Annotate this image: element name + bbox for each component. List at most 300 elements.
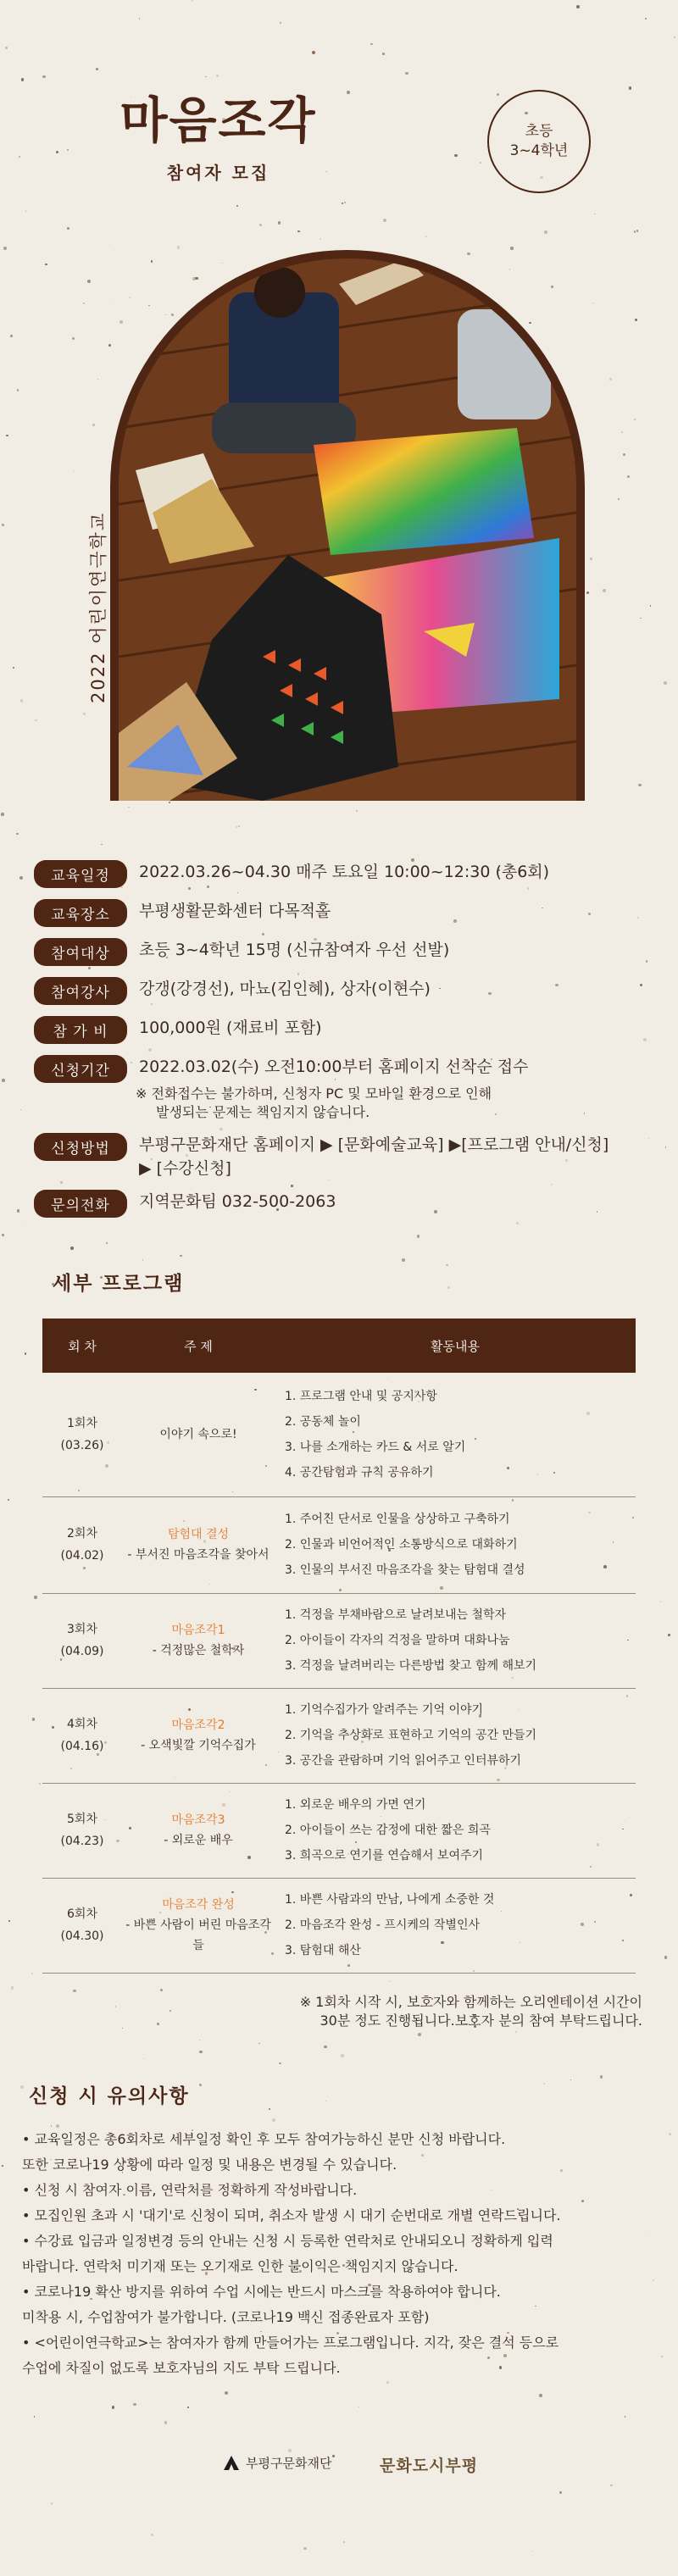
paper-speck (597, 1211, 598, 1213)
info-row-contact (34, 1190, 336, 1218)
activity-item: 3. 탐험대 해산 (285, 1944, 361, 1957)
paper-speck (11, 1986, 14, 1989)
caution-line: 미착용 시, 수업참여가 불가합니다. (코로나19 백신 접종완료자 포함) (22, 2309, 430, 2325)
paper-speck (10, 335, 13, 337)
apply-method-line-2: ▶ [수강신청] (139, 1159, 231, 1178)
table-row (42, 1593, 636, 1688)
paper-speck (669, 2133, 671, 2135)
table-header-row (42, 1319, 636, 1373)
activity-item: 2. 마음조각 완성 - 프시케의 작별인사 (285, 1918, 480, 1932)
paper-speck (434, 1210, 437, 1213)
paper-speck (447, 1286, 450, 1289)
caution-line: • 수강료 입금과 일정변경 등의 안내는 신청 시 등록한 연락처로 안내되오니 정확하게 입력 (22, 2233, 553, 2249)
paper-speck (164, 2421, 167, 2423)
activity-item: 2. 아이들이 쓰는 감정에 대한 짧은 희곡 (285, 1824, 491, 1837)
session-number: 6회차 (67, 1907, 97, 1921)
paper-speck (151, 260, 153, 263)
paper-speck (370, 43, 372, 45)
paper-speck (3, 247, 7, 250)
info-value: 초등 3~4학년 15명 (신규참여자 우선 선발) (139, 941, 450, 959)
info-label: 참 가 비 (34, 1016, 127, 1044)
topic-sub: - 바쁜 사람이 버린 마음조각들 (125, 1918, 271, 1952)
topic-cell (122, 1878, 275, 1973)
activity-item: 4. 공간탐험과 규칙 공유하기 (285, 1465, 434, 1480)
paper-speck (74, 470, 75, 471)
paper-speck (586, 591, 589, 594)
topic-sub: - 부서진 마음조각을 찾아서 (127, 1548, 270, 1562)
paper-speck (439, 988, 441, 990)
activity-cell (275, 1783, 636, 1878)
paper-speck (199, 2051, 202, 2053)
paper-speck (42, 75, 46, 79)
paper-speck (17, 1209, 19, 1212)
paper-speck (67, 227, 69, 230)
paper-speck (344, 202, 346, 203)
paper-speck (618, 498, 620, 500)
paper-speck (72, 337, 75, 340)
info-value: 100,000원 (재료비 포함) (139, 1019, 322, 1037)
info-row-apply-method (34, 1133, 609, 1180)
brand-logo: 문화도시부평 (380, 2457, 479, 2475)
session-number: 3회차 (67, 1623, 97, 1636)
info-label: 교육장소 (34, 899, 127, 927)
paper-speck (1, 813, 4, 816)
topic-sub: - 오색빛깔 기억수집가 (141, 1739, 256, 1752)
paper-speck (467, 253, 470, 255)
paper-speck (88, 967, 91, 969)
paper-speck (509, 269, 511, 270)
paper-speck (169, 802, 170, 803)
paper-speck (636, 230, 639, 232)
paper-speck (640, 618, 642, 619)
info-label: 참여대상 (34, 938, 127, 966)
paper-speck (390, 1981, 391, 1982)
paper-speck (576, 5, 580, 8)
paper-speck (497, 93, 499, 96)
activity-cell (275, 1878, 636, 1973)
paper-speck (73, 1990, 75, 1992)
paper-speck (454, 154, 457, 157)
org-logo-icon (222, 2453, 241, 2472)
info-value: 부평생활문화센터 다목적홀 (139, 902, 331, 920)
paper-speck (343, 2541, 345, 2543)
paper-speck (279, 2062, 281, 2065)
session-cell (42, 1688, 122, 1783)
paper-speck (382, 53, 385, 55)
paper-speck (148, 1048, 152, 1052)
activity-item: 3. 공간을 관람하며 기억 읽어주고 인터뷰하기 (285, 1754, 522, 1768)
paper-speck (177, 246, 180, 248)
paper-speck (674, 36, 675, 38)
paper-speck (646, 960, 647, 962)
header-session: 회 차 (42, 1319, 122, 1373)
header-activities: 활동내용 (275, 1319, 636, 1373)
caution-line: 바랍니다. 연락처 미기재 또는 오기재로 인한 불이익은 책임지지 않습니다. (22, 2258, 458, 2274)
paper-speck (20, 2085, 24, 2089)
paper-speck (220, 1128, 223, 1131)
table-row (42, 1688, 636, 1783)
paper-speck (32, 1718, 36, 1721)
paper-speck (237, 892, 238, 893)
info-label: 신청기간 (34, 1055, 127, 1083)
paper-speck (34, 2416, 36, 2418)
paper-speck (83, 713, 85, 714)
info-value: 지역문화팀 032-500-2063 (139, 1192, 336, 1211)
paper-speck (269, 2108, 270, 2110)
caution-line: • 교육일정은 총6회차로 세부일정 확인 후 모두 참여가능하신 분만 신청 바랍니다. (22, 2131, 506, 2147)
paper-speck (8, 1499, 9, 1501)
paper-speck (664, 1956, 667, 1958)
paper-speck (383, 219, 386, 222)
paper-speck (297, 230, 300, 233)
topic-sub: - 걱정많은 철학자 (152, 1644, 245, 1657)
paper-speck (31, 1973, 33, 1974)
activity-item: 1. 주어진 단서로 인물을 상상하고 구축하기 (285, 1513, 510, 1526)
paper-speck (645, 18, 647, 19)
paper-speck (2, 2165, 3, 2167)
topic-cell (122, 1783, 275, 1878)
paper-speck (45, 264, 47, 265)
paper-speck (6, 435, 8, 436)
paper-speck (109, 244, 110, 245)
paper-speck (668, 1634, 670, 1636)
info-label: 참여강사 (34, 977, 127, 1005)
paper-speck (2, 524, 4, 526)
paper-speck (609, 378, 612, 380)
grade-badge-line-2: 3~4학년 (509, 142, 569, 159)
paper-speck (320, 238, 321, 240)
paper-speck (272, 2118, 275, 2122)
paper-speck (551, 286, 553, 288)
topic-main: 마음조각1 (171, 1624, 225, 1637)
paper-speck (2, 1079, 5, 1082)
activity-item: 2. 기억을 추상화로 표현하고 기억의 공간 만들기 (285, 1729, 537, 1742)
paper-speck (341, 2054, 344, 2057)
paper-speck (516, 1222, 519, 1224)
paper-speck (70, 1246, 74, 1250)
info-row-place (34, 899, 331, 927)
paper-speck (8, 1920, 9, 1921)
paper-speck (216, 75, 219, 77)
paper-speck (236, 826, 237, 828)
program-table (42, 1319, 636, 1974)
info-row-instructors (34, 977, 431, 1005)
paper-speck (417, 1235, 420, 1238)
paper-speck (142, 1259, 143, 1260)
topic-cell (122, 1593, 275, 1688)
paper-speck (324, 2046, 327, 2049)
paper-speck (23, 1220, 24, 1221)
info-row-fee (34, 1016, 322, 1044)
paper-speck (418, 2033, 421, 2036)
paper-speck (635, 319, 637, 321)
paper-speck (510, 247, 514, 250)
program-note-line-2: 30분 정도 진행됩니다.보호자 분의 참여 부탁드립니다. (320, 2012, 642, 2029)
topic-sub: 이야기 속으로! (159, 1427, 237, 1441)
paper-speck (559, 2491, 562, 2494)
paper-speck (555, 984, 559, 987)
paper-speck (143, 2058, 144, 2059)
paper-speck (627, 475, 630, 478)
paper-speck (119, 320, 123, 324)
topic-main: 마음조각2 (171, 1718, 225, 1732)
paper-speck (92, 424, 95, 426)
paper-speck (280, 22, 281, 24)
session-cell (42, 1593, 122, 1688)
paper-speck (258, 2043, 259, 2044)
info-value: 2022.03.02(수) 오전10:00부터 홈페이지 선착순 접수 (139, 1058, 529, 1076)
session-date: (03.26) (60, 1438, 104, 1452)
paper-speck (35, 719, 36, 721)
paper-speck (539, 2394, 542, 2397)
activity-item: 1. 걱정을 부채바람으로 날려보내는 철학자 (285, 1608, 507, 1622)
table-row (42, 1496, 636, 1593)
info-value: 강갱(강경선), 마뇨(김인혜), 상자(이현수) (139, 980, 431, 998)
paper-speck (195, 277, 198, 280)
paper-speck (588, 913, 591, 915)
caution-line: 수업에 차질이 없도록 보호자님의 지도 부탁 드립니다. (22, 2360, 341, 2376)
caution-line: • 신청 시 참여자 이름, 연락처를 정확하게 작성바랍니다. (22, 2182, 358, 2198)
session-cell (42, 1878, 122, 1973)
paper-speck (288, 2449, 292, 2452)
session-date: (04.09) (60, 1645, 104, 1658)
paper-speck (165, 314, 166, 315)
paper-speck (544, 230, 547, 234)
paper-speck (259, 224, 262, 226)
workshop-photo (119, 258, 576, 801)
paper-speck (5, 47, 8, 49)
paper-speck (171, 314, 174, 316)
activity-item: 1. 바쁜 사람과의 만남, 나에게 소중한 것 (285, 1893, 495, 1907)
page-title: 마음조각 (119, 92, 317, 149)
paper-speck (623, 453, 625, 456)
session-cell (42, 1496, 122, 1593)
paper-speck (638, 784, 641, 786)
paper-speck (221, 263, 222, 264)
session-number: 1회차 (67, 1416, 97, 1430)
paper-speck (610, 2484, 613, 2487)
paper-speck (180, 1255, 182, 1257)
paper-speck (151, 2534, 153, 2536)
paper-speck (199, 2084, 202, 2086)
session-cell (42, 1783, 122, 1878)
paper-speck (108, 344, 111, 347)
session-date: (04.16) (60, 1740, 104, 1753)
paper-speck (112, 2406, 114, 2408)
vertical-school-label: 2022 어린이연극학교 (88, 511, 108, 703)
activity-item: 1. 기억수집가가 알려주는 기억 이야기 (285, 1703, 484, 1717)
paper-speck (661, 2356, 663, 2357)
caution-line: 또한 코로나19 상황에 따라 일정 및 내용은 변경될 수 있습니다. (22, 2157, 397, 2173)
paper-speck (262, 933, 264, 935)
paper-speck (205, 76, 207, 78)
paper-speck (650, 605, 652, 607)
paper-speck (291, 1185, 293, 1187)
info-label: 신청방법 (34, 1133, 127, 1161)
activity-item: 2. 아이들이 각자의 걱정을 말하며 대화나눔 (285, 1634, 510, 1647)
paper-speck (488, 992, 491, 995)
paper-speck (19, 156, 20, 158)
activity-cell (275, 1496, 636, 1593)
paper-speck (17, 389, 19, 391)
paper-speck (106, 1242, 108, 1244)
apply-note-line-1: ※ 전화접수는 불가하며, 신청자 PC 및 모바일 환경으로 인해 (136, 1085, 492, 1102)
apply-note (34, 1085, 644, 1122)
paper-speck (634, 419, 636, 420)
activity-item: 3. 나를 소개하는 카드 & 서로 알기 (285, 1440, 466, 1454)
paper-speck (342, 203, 343, 204)
paper-speck (192, 0, 193, 2)
program-note-line-1: ※ 1회차 시작 시, 보호자와 함께하는 오리엔테이션 시간이 (299, 1994, 642, 2010)
paper-speck (621, 431, 623, 433)
grade-badge-line-1: 초등 (525, 123, 553, 141)
topic-cell (122, 1496, 275, 1593)
paper-speck (405, 72, 408, 75)
session-number: 2회차 (67, 1527, 97, 1541)
caution-section-title: 신청 시 유의사항 (29, 2085, 190, 2107)
grade-badge (487, 90, 591, 193)
paper-speck (278, 221, 281, 224)
paper-speck (297, 973, 299, 974)
activity-item: 3. 걱정을 날려버리는 다른방법 찾고 함께 해보기 (285, 1659, 537, 1673)
paper-speck (603, 589, 606, 592)
program-note (0, 1993, 642, 2030)
paper-speck (34, 1596, 37, 1599)
paper-speck (386, 2381, 389, 2384)
topic-main: 마음조각 완성 (162, 1898, 235, 1912)
caution-line: • 모집인원 초과 시 '대기'로 신청이 되며, 취소자 발생 시 대기 순번대로 개별 연락드립니다. (22, 2207, 561, 2223)
org-name: 부평구문화재단 (246, 2455, 332, 2471)
paper-speck (87, 280, 91, 283)
paper-speck (128, 807, 129, 808)
topic-cell (122, 1688, 275, 1783)
paper-speck (543, 2083, 545, 2085)
paper-speck (236, 205, 238, 207)
paper-speck (303, 2547, 307, 2551)
paper-speck (480, 162, 481, 164)
paper-speck (312, 51, 315, 54)
session-cell (42, 1373, 122, 1496)
paper-speck (453, 919, 457, 923)
activity-cell (275, 1373, 636, 1496)
activity-item: 1. 프로그램 안내 및 공지사항 (285, 1389, 437, 1403)
paper-speck (20, 699, 24, 702)
paper-speck (515, 2031, 517, 2033)
info-label: 문의전화 (34, 1190, 127, 1218)
org-logo (222, 2453, 331, 2472)
paper-speck (225, 2391, 228, 2395)
paper-speck (425, 236, 427, 237)
paper-speck (133, 2403, 136, 2407)
session-number: 5회차 (67, 1813, 97, 1826)
paper-speck (60, 1181, 63, 1184)
caution-list (22, 2127, 649, 2381)
activity-item: 2. 공동체 놀이 (285, 1414, 361, 1429)
session-date: (04.23) (60, 1835, 104, 1848)
table-row (42, 1373, 636, 1496)
paper-speck (83, 303, 85, 304)
paper-speck (139, 18, 141, 19)
paper-speck (643, 1038, 647, 1041)
paper-speck (101, 844, 102, 845)
paper-speck (96, 68, 98, 70)
activity-item: 3. 희곡으로 연기를 연습해서 보여주기 (285, 1849, 484, 1863)
info-row-apply-period (34, 1055, 528, 1083)
paper-speck (356, 810, 358, 812)
activity-cell (275, 1593, 636, 1688)
table-row (42, 1878, 636, 1973)
paper-speck (51, 2502, 53, 2504)
topic-sub: - 외로운 배우 (164, 1834, 233, 1847)
paper-speck (238, 825, 240, 827)
caution-line: • 코로나19 확산 방지를 위하여 수업 시에는 반드시 마스크를 착용하여야 합니다. (22, 2284, 501, 2300)
paper-speck (13, 667, 14, 669)
table-row (42, 1783, 636, 1878)
paper-speck (148, 305, 149, 306)
paper-speck (551, 1184, 553, 1185)
caution-line: • <어린이연극학교>는 참여자가 함께 만들어가는 프로그램입니다. 지각, 잦은 결석 등으로 (22, 2334, 559, 2351)
paper-speck (19, 876, 23, 880)
paper-speck (110, 299, 111, 300)
apply-note-line-2: 발생되는 문제는 책임지지 않습니다. (156, 1104, 370, 1120)
session-date: (04.30) (60, 1929, 104, 1943)
paper-speck (25, 210, 27, 212)
paper-speck (97, 379, 98, 380)
paper-speck (600, 2075, 603, 2079)
paper-speck (665, 1146, 667, 1148)
paper-speck (16, 833, 19, 836)
program-section-title: 세부 프로그램 (53, 1273, 185, 1295)
paper-speck (649, 2235, 650, 2236)
session-number: 4회차 (67, 1718, 97, 1731)
paper-speck (39, 1783, 41, 1785)
paper-speck (446, 1264, 448, 1267)
topic-main: 마음조각3 (171, 1813, 225, 1827)
activity-item: 1. 외로운 배우의 가면 연기 (285, 1798, 426, 1812)
paper-speck (570, 2079, 571, 2080)
paper-speck (637, 917, 639, 919)
paper-speck (20, 1109, 21, 1110)
paper-speck (648, 1138, 650, 1140)
paper-speck (187, 2407, 189, 2408)
paper-speck (640, 984, 643, 987)
paper-speck (653, 2279, 654, 2281)
info-label: 교육일정 (34, 860, 127, 888)
paper-speck (402, 1258, 405, 1262)
session-date: (04.02) (60, 1549, 104, 1563)
activity-item: 2. 인물과 비언어적인 소통방식으로 대화하기 (285, 1538, 518, 1552)
info-row-target (34, 938, 449, 966)
topic-cell (122, 1373, 275, 1496)
apply-method-value (139, 1133, 609, 1180)
apply-method-line-1: 부평구문화재단 홈페이지 ▶ [문화예술교육] ▶[프로그램 안내/신청] (139, 1135, 609, 1154)
paper-speck (2, 1234, 4, 1236)
paper-speck (590, 558, 592, 560)
paper-speck (664, 681, 667, 685)
paper-speck (129, 297, 131, 298)
page-subtitle: 참여자 모집 (166, 163, 270, 183)
info-value: 2022.03.26~04.30 매주 토요일 10:00~12:30 (총6회) (139, 863, 550, 881)
paper-speck (629, 86, 631, 89)
paper-speck (160, 1989, 163, 1991)
info-row-schedule (34, 860, 549, 888)
activity-item: 3. 인물의 부서진 마음조각을 찾는 탐험대 결성 (285, 1563, 525, 1577)
activity-cell (275, 1688, 636, 1783)
paper-speck (332, 2455, 335, 2457)
paper-speck (529, 322, 531, 325)
topic-main: 탐험대 결성 (167, 1528, 230, 1541)
header-topic: 주 제 (122, 1319, 275, 1373)
